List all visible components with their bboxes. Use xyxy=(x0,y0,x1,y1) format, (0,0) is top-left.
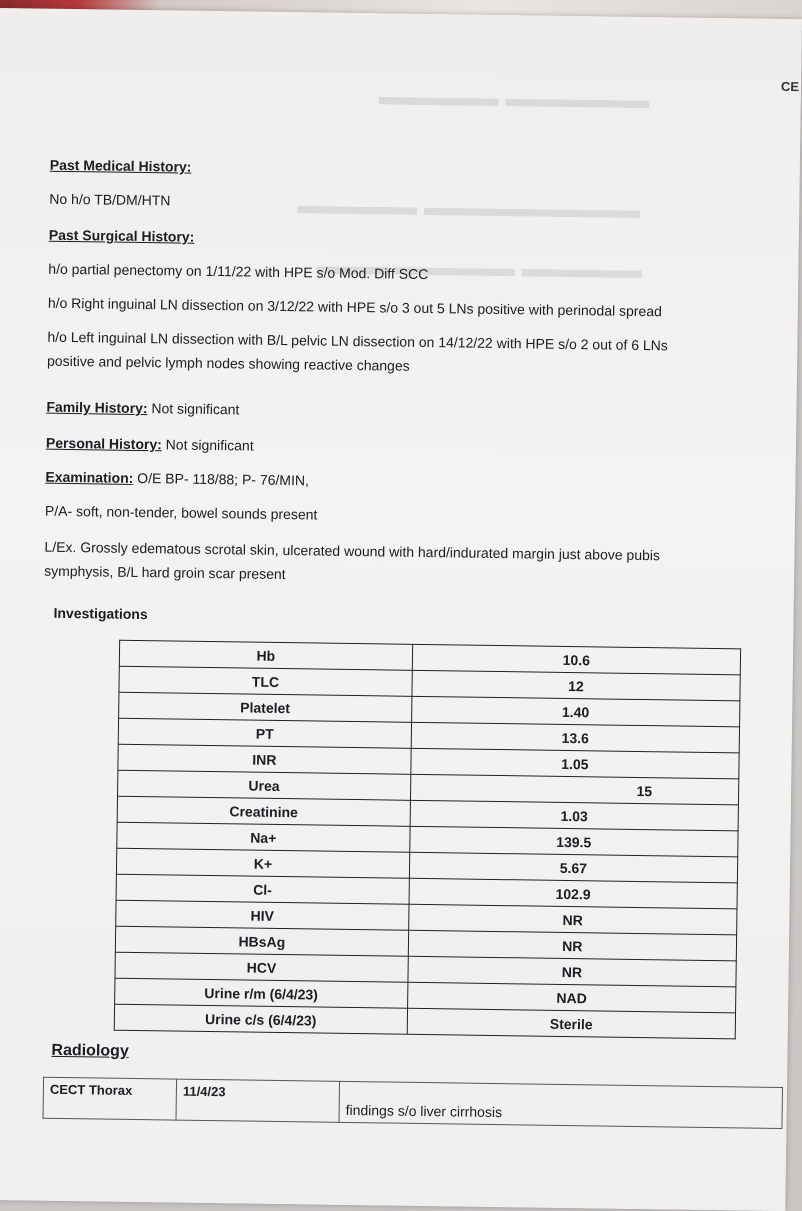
personal-history xyxy=(46,435,254,454)
investigation-value: 12 xyxy=(412,670,741,701)
surgical-history-item: positive and pelvic lymph nodes showing reactive changes xyxy=(46,352,410,374)
investigation-value: 1.05 xyxy=(411,748,740,779)
investigation-value: 1.03 xyxy=(410,800,739,831)
investigation-value: NR xyxy=(408,930,737,961)
examination xyxy=(45,469,309,489)
radiology-test: CECT Thorax xyxy=(43,1077,177,1120)
document-page xyxy=(0,8,802,1211)
surgical-history-item: h/o Right inguinal LN dissection on 3/12/22 with HPE s/o 3 out 5 LNs positive with perinodal spread xyxy=(47,294,662,320)
past-surgical-heading: Past Surgical History: xyxy=(48,226,195,245)
investigation-value: NAD xyxy=(407,982,736,1013)
bleed-through-text: ▬▬▬▬▬ ▬▬▬▬▬▬ xyxy=(378,83,650,115)
investigation-value: NR xyxy=(408,956,737,987)
personal-history-heading: Personal History: xyxy=(45,434,162,453)
investigation-name: Urine r/m (6/4/23) xyxy=(115,978,408,1008)
surgical-history-item: h/o Left inguinal LN dissection with B/L pelvic LN dissection on 14/12/22 with HPE s/o 2 out of 6 LNs xyxy=(47,328,668,354)
investigations-table xyxy=(114,640,741,1040)
family-history xyxy=(46,399,239,418)
investigation-value: 5.67 xyxy=(409,852,738,883)
examination-heading: Examination: xyxy=(45,468,134,486)
investigation-value: NR xyxy=(408,904,737,935)
investigation-name: Cl- xyxy=(116,874,409,904)
examination-text: O/E BP- 118/88; P- 76/MIN, xyxy=(133,469,310,489)
radiology-findings: findings s/o liver cirrhosis xyxy=(339,1081,783,1128)
investigation-value: 10.6 xyxy=(412,644,741,675)
table-row xyxy=(43,1077,783,1128)
investigation-name: INR xyxy=(118,744,411,774)
family-history-text: Not significant xyxy=(147,400,240,418)
local-exam-line-2: symphysis, B/L hard groin scar present xyxy=(44,562,286,583)
investigation-name: HBsAg xyxy=(115,926,408,956)
investigation-name: Na+ xyxy=(117,822,410,852)
radiology-label: Radiology xyxy=(51,1041,129,1060)
family-history-heading: Family History: xyxy=(46,398,148,417)
investigation-name: Hb xyxy=(119,640,412,670)
investigation-value: 13.6 xyxy=(411,722,740,753)
past-medical-heading: Past Medical History: xyxy=(49,156,192,175)
investigation-name: Platelet xyxy=(119,692,412,722)
local-exam-line-1: L/Ex. Grossly edematous scrotal skin, ulcerated wound with hard/indurated margin just above pubis xyxy=(44,538,661,564)
investigation-value: 1.40 xyxy=(411,696,740,727)
investigation-name: PT xyxy=(118,718,411,748)
investigation-value: Sterile xyxy=(407,1008,736,1039)
investigation-value: 15 xyxy=(410,774,739,805)
investigations-label: Investigations xyxy=(53,604,148,623)
investigation-name: HIV xyxy=(116,900,409,930)
investigation-name: Urine c/s (6/4/23) xyxy=(114,1004,407,1034)
edge-text: CE xyxy=(780,78,800,95)
investigation-name: K+ xyxy=(116,848,409,878)
investigation-name: Urea xyxy=(118,770,411,800)
surgical-history-item: h/o partial penectomy on 1/11/22 with HPE s/o Mod. Diff SCC xyxy=(48,260,429,283)
radiology-date: 11/4/23 xyxy=(176,1079,340,1122)
bleed-through-text: ▬▬▬ ▬▬▬▬▬ ▬▬▬▬▬ xyxy=(316,252,642,284)
investigation-name: HCV xyxy=(115,952,408,982)
investigation-name: TLC xyxy=(119,666,412,696)
per-abdomen-text: P/A- soft, non-tender, bowel sounds present xyxy=(44,502,318,523)
radiology-table xyxy=(42,1077,783,1129)
investigation-value: 139.5 xyxy=(409,826,738,857)
bleed-through-text: ▬▬▬▬▬ ▬▬▬▬▬▬▬▬▬ xyxy=(297,192,641,224)
personal-history-text: Not significant xyxy=(161,436,254,454)
investigation-value: 102.9 xyxy=(409,878,738,909)
past-medical-text: No h/o TB/DM/HTN xyxy=(49,190,171,209)
investigation-name: Creatinine xyxy=(117,796,410,826)
